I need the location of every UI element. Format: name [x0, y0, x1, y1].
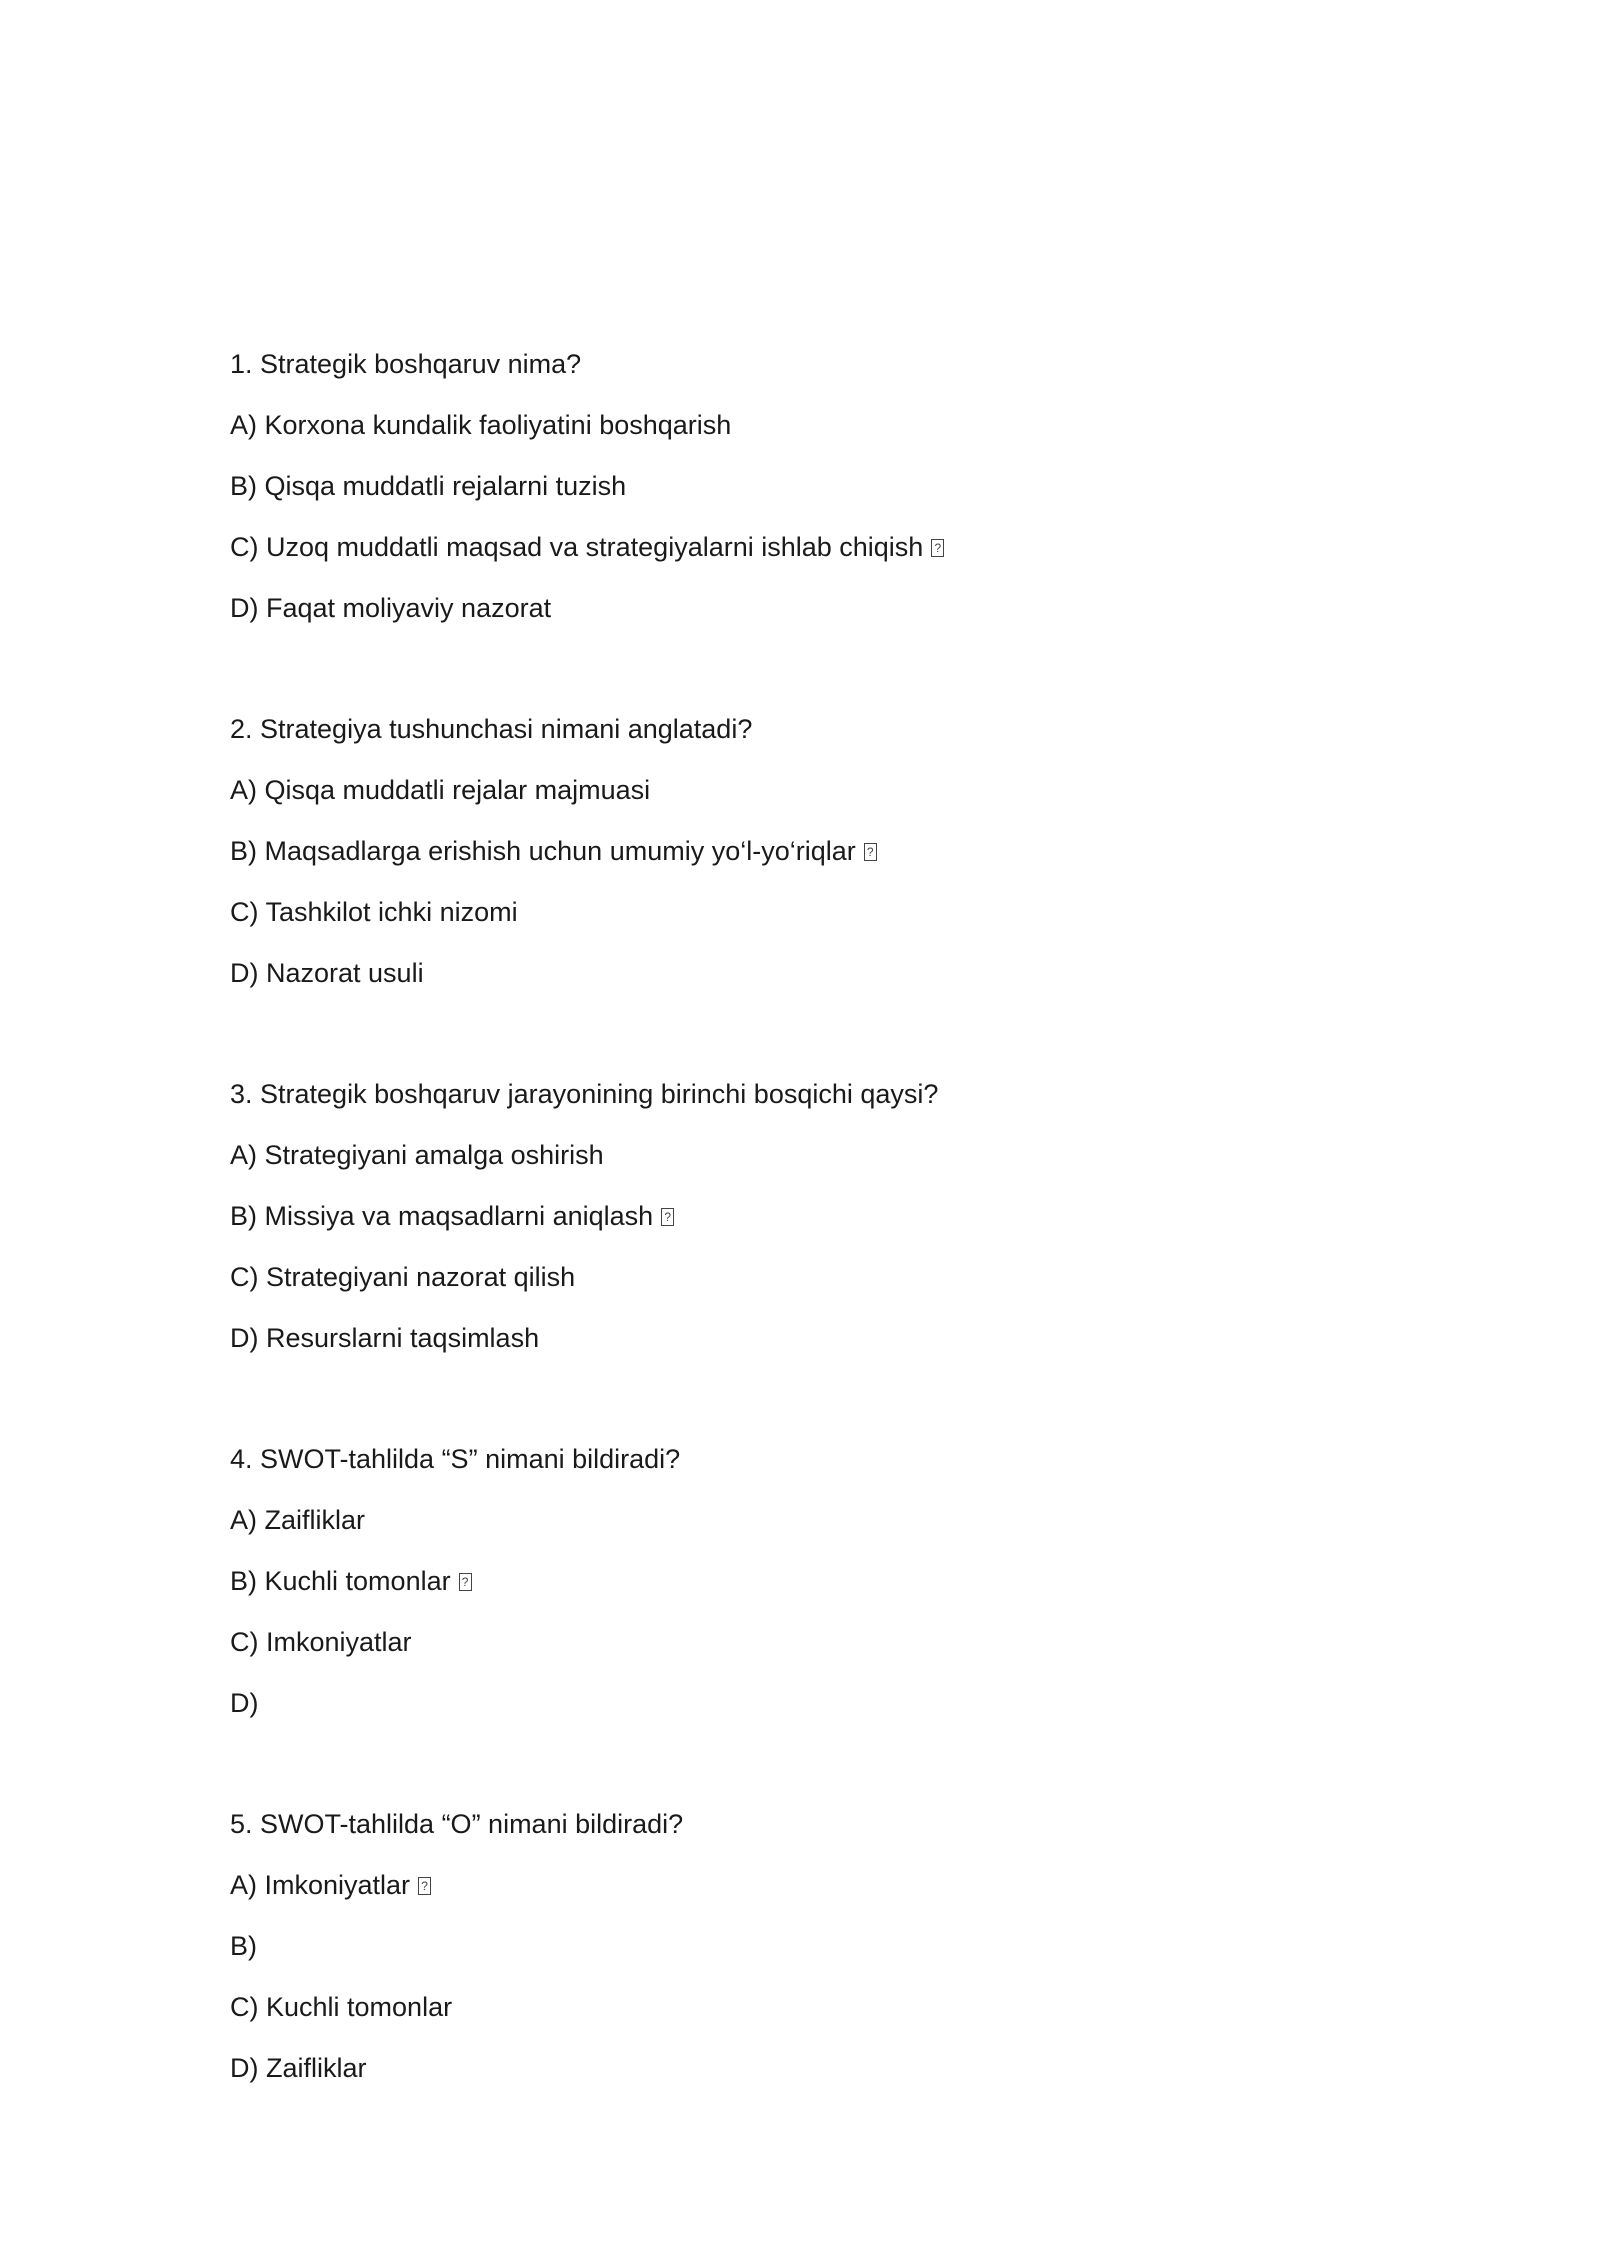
- question-block-1: [230, 334, 1430, 639]
- question-block-4: [230, 1429, 1430, 1734]
- option-d: [230, 2038, 1430, 2099]
- option-a: [230, 395, 1430, 456]
- option-text: A) Strategiyani amalga oshirish: [230, 1140, 604, 1170]
- option-text: D) Resurslarni taqsimlash: [230, 1323, 540, 1353]
- option-text: C) Imkoniyatlar: [230, 1627, 412, 1657]
- option-text: C) Kuchli tomonlar: [230, 1992, 453, 2022]
- option-a: [230, 1490, 1430, 1551]
- option-text: B) Qisqa muddatli rejalarni tuzish: [230, 471, 627, 501]
- question-text: 5. SWOT-tahlilda “O” nimani bildiradi?: [230, 1809, 684, 1839]
- option-c: [230, 882, 1430, 943]
- missing-glyph-icon: [418, 1877, 431, 1895]
- question-block-2: [230, 699, 1430, 1004]
- missing-glyph-icon: [459, 1573, 472, 1591]
- question-text: 4. SWOT-tahlilda “S” nimani bildiradi?: [230, 1444, 681, 1474]
- option-d: [230, 1308, 1430, 1369]
- option-text: A) Zaifliklar: [230, 1505, 366, 1535]
- option-text: A) Korxona kundalik faoliyatini boshqarish: [230, 410, 732, 440]
- option-c: [230, 1977, 1430, 2038]
- option-text: D) Nazorat usuli: [230, 958, 424, 988]
- question-block-5: [230, 1794, 1430, 2099]
- option-a: [230, 1855, 1430, 1916]
- question-block-3: [230, 1064, 1430, 1369]
- option-b: [230, 456, 1430, 517]
- option-text: C) Strategiyani nazorat qilish: [230, 1262, 576, 1292]
- missing-glyph-icon: [931, 539, 944, 557]
- option-text: A) Qisqa muddatli rejalar majmuasi: [230, 775, 651, 805]
- question-text: 1. Strategik boshqaruv nima?: [230, 349, 582, 379]
- option-b: [230, 1916, 1430, 1977]
- option-text: C) Tashkilot ichki nizomi: [230, 897, 518, 927]
- option-c: [230, 517, 1430, 578]
- option-text: B) Kuchli tomonlar: [230, 1566, 451, 1596]
- question-text: 2. Strategiya tushunchasi nimani anglatadi?: [230, 714, 753, 744]
- option-text: D) Zaifliklar: [230, 2053, 367, 2083]
- option-b: [230, 1186, 1430, 1247]
- missing-glyph-icon: [661, 1208, 674, 1226]
- option-b: [230, 1551, 1430, 1612]
- option-d: [230, 578, 1430, 639]
- option-d: [230, 1673, 1430, 1734]
- question-text: 3. Strategik boshqaruv jarayonining birinchi bosqichi qaysi?: [230, 1079, 939, 1109]
- option-text: D): [230, 1688, 259, 1718]
- missing-glyph-icon: [864, 843, 877, 861]
- option-a: [230, 760, 1430, 821]
- option-c: [230, 1247, 1430, 1308]
- option-text: B) Maqsadlarga erishish uchun umumiy yo‘l-yo‘riqlar: [230, 836, 856, 866]
- option-text: D) Faqat moliyaviy nazorat: [230, 593, 552, 623]
- option-text: B): [230, 1931, 257, 1961]
- option-b: [230, 821, 1430, 882]
- quiz-list: [230, 334, 1430, 2159]
- option-a: [230, 1125, 1430, 1186]
- option-text: A) Imkoniyatlar: [230, 1870, 411, 1900]
- option-d: [230, 943, 1430, 1004]
- option-text: C) Uzoq muddatli maqsad va strategiyalarni ishlab chiqish: [230, 532, 924, 562]
- option-text: B) Missiya va maqsadlarni aniqlash: [230, 1201, 654, 1231]
- option-c: [230, 1612, 1430, 1673]
